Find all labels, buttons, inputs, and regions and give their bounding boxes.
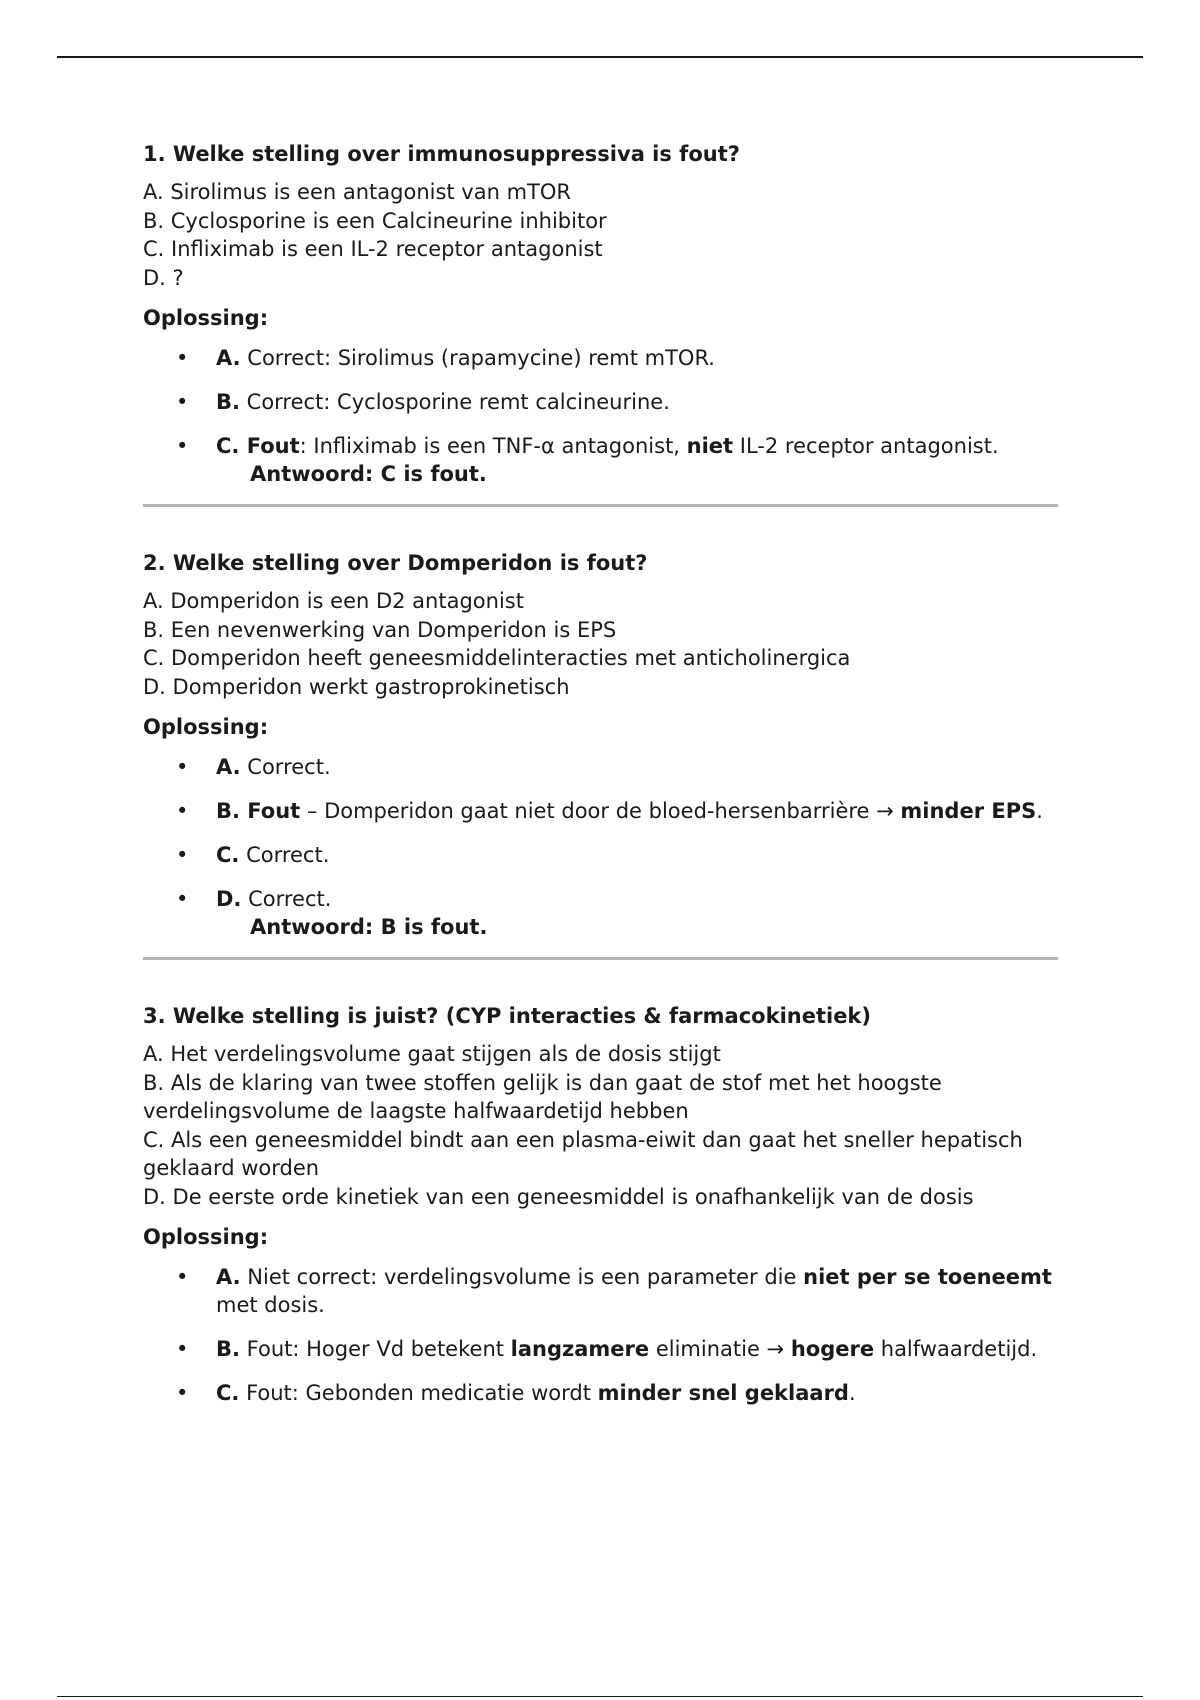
option-list bbox=[143, 178, 1058, 292]
option-a: A. Het verdelingsvolume gaat stijgen als de dosis stijgt bbox=[143, 1042, 721, 1066]
solution-item: • B. Fout – Domperidon gaat niet door de bloed-hersenbarrière → minder EPS. bbox=[176, 799, 1043, 823]
bullet-icon: • bbox=[176, 390, 189, 414]
bullet-icon: • bbox=[176, 346, 189, 370]
question-2 bbox=[143, 549, 1058, 941]
solution-item: • C. Fout: Gebonden medicatie wordt minder snel geklaard. bbox=[176, 1381, 856, 1405]
option-d: D. Domperidon werkt gastroprokinetisch bbox=[143, 674, 570, 699]
solution-label: Oplossing: bbox=[143, 1225, 269, 1249]
option-c: C. Als een geneesmiddel bindt aan een plasma-eiwit dan gaat het sneller hepatisch geklaard worden bbox=[143, 1127, 1023, 1180]
answer-statement: Antwoord: B is fout. bbox=[250, 915, 488, 939]
solution-label: Oplossing: bbox=[143, 715, 269, 739]
solution-item: • A. Correct: Sirolimus (rapamycine) remt mTOR. bbox=[176, 346, 715, 370]
question-1 bbox=[143, 140, 1058, 488]
solution-item: • A. Niet correct: verdelingsvolume is een parameter die niet per se toeneemt met dosis. bbox=[176, 1265, 1052, 1317]
solution-item: • C. Correct. bbox=[176, 843, 330, 867]
page-bottom-rule bbox=[57, 1696, 1143, 1697]
section-divider bbox=[143, 957, 1058, 960]
section-divider bbox=[143, 504, 1058, 507]
bullet-icon: • bbox=[176, 1265, 189, 1289]
option-list bbox=[143, 1040, 1058, 1211]
option-b: B. Als de klaring van twee stoffen gelijk is dan gaat de stof met het hoogste verdelingsvolume de laagste halfwaardetijd hebben bbox=[143, 1070, 942, 1123]
bullet-icon: • bbox=[176, 1337, 189, 1361]
option-c: C. Domperidon heeft geneesmiddelinteracties met anticholinergica bbox=[143, 646, 851, 670]
solution-list bbox=[143, 1263, 1058, 1407]
bullet-icon: • bbox=[176, 887, 189, 911]
bullet-icon: • bbox=[176, 799, 189, 823]
solution-label: Oplossing: bbox=[143, 306, 269, 330]
bullet-icon: • bbox=[176, 755, 189, 779]
option-d: D. De eerste orde kinetiek van een geneesmiddel is onafhankelijk van de dosis bbox=[143, 1184, 974, 1209]
bullet-icon: • bbox=[176, 843, 189, 867]
question-3 bbox=[143, 1002, 1058, 1407]
option-b: B. Een nevenwerking van Domperidon is EPS bbox=[143, 617, 617, 642]
page-top-rule bbox=[57, 56, 1143, 58]
solution-item: • A. Correct. bbox=[176, 755, 331, 779]
answer-statement: Antwoord: C is fout. bbox=[250, 462, 487, 486]
solution-list bbox=[143, 344, 1058, 488]
option-c: C. Infliximab is een IL-2 receptor antagonist bbox=[143, 237, 603, 261]
question-title: 3. Welke stelling is juist? (CYP interacties & farmacokinetiek) bbox=[143, 1004, 871, 1028]
bullet-icon: • bbox=[176, 1381, 189, 1405]
option-list bbox=[143, 587, 1058, 701]
option-a: A. Sirolimus is een antagonist van mTOR bbox=[143, 180, 571, 204]
solution-item: • B. Correct: Cyclosporine remt calcineurine. bbox=[176, 390, 670, 414]
bullet-icon: • bbox=[176, 434, 189, 458]
question-title: 1. Welke stelling over immunosuppressiva is fout? bbox=[143, 142, 740, 166]
option-d: D. ? bbox=[143, 265, 184, 290]
solution-item: • B. Fout: Hoger Vd betekent langzamere eliminatie → hogere halfwaardetijd. bbox=[176, 1337, 1038, 1361]
solution-list bbox=[143, 753, 1058, 941]
document-content bbox=[143, 140, 1058, 1423]
option-b: B. Cyclosporine is een Calcineurine inhibitor bbox=[143, 208, 607, 233]
solution-item: • D. Correct. Antwoord: B is fout. bbox=[143, 885, 1058, 941]
question-title: 2. Welke stelling over Domperidon is fout? bbox=[143, 551, 648, 575]
solution-item: • C. Fout: Infliximab is een TNF-α antagonist, niet IL-2 receptor antagonist. Antwoord: C is fout. bbox=[143, 432, 1058, 488]
option-a: A. Domperidon is een D2 antagonist bbox=[143, 589, 524, 613]
